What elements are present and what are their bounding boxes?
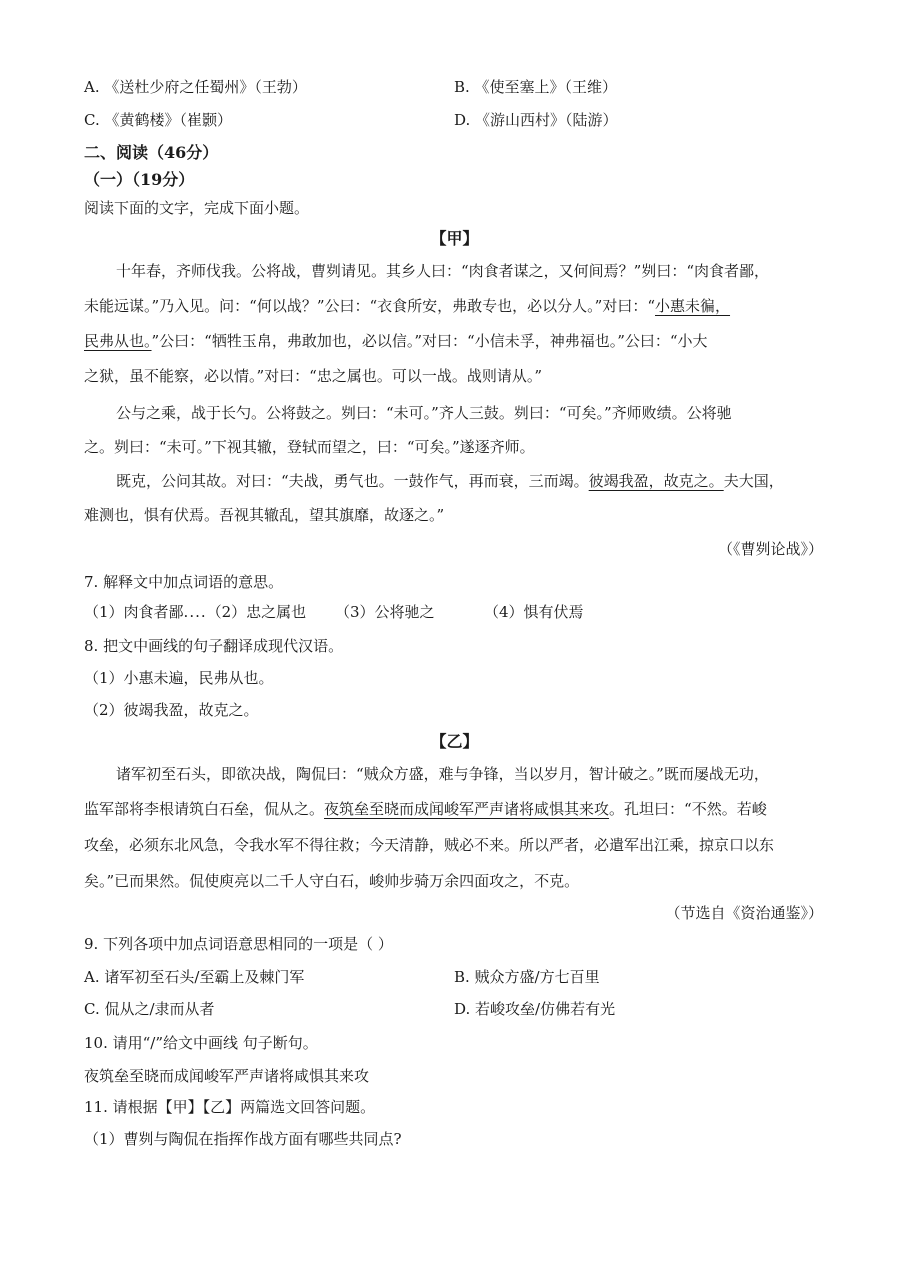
yi-line2-tail: 。孔坦曰：“不然。若峻 bbox=[609, 800, 767, 818]
q10-stem: 10. 请用“/”给文中画线 句子断句。 bbox=[84, 1034, 318, 1052]
instruction: 阅读下面的文字，完成下面小题。 bbox=[84, 199, 310, 217]
jia-p1-line4: 之狱，虽不能察，必以情。”对曰：“忠之属也。可以一战。战则请从。” bbox=[84, 367, 543, 385]
yi-heading: 【乙】 bbox=[430, 732, 479, 751]
jia-heading: 【甲】 bbox=[430, 229, 479, 248]
option-a: A. 《送杜少府之任蜀州》（王勃） bbox=[84, 78, 307, 96]
jia-p2-line1: 公与之乘，战于长勺。公将鼓之。刿曰：“未可。”齐人三鼓。刿曰：“可矣。”齐师败绩。公将驰 bbox=[116, 404, 732, 422]
yi-source: （节选自《资治通鉴》） bbox=[665, 904, 823, 922]
jia-p1-line2 bbox=[84, 296, 730, 316]
q9-option-a: A. 诸军初至石头/至霸上及棘门军 bbox=[84, 968, 305, 986]
q8-item-1: （1）小惠未遍，民弗从也。 bbox=[84, 669, 274, 687]
yi-line3: 攻垒，必须东北风急，令我水军不得往救；今天清静，贼必不来。所以严者，必遣军出江乘，掠京口以东 bbox=[84, 836, 775, 854]
underlined-sentence-1a: 小惠未徧， bbox=[655, 297, 731, 315]
underlined-sentence-1b: 民弗从也。 bbox=[84, 332, 152, 350]
q10-sentence: 夜筑垒至晓而成闻峻军严声诸将咸惧其来攻 bbox=[84, 1067, 370, 1085]
jia-source: （《曹刿论战》） bbox=[717, 540, 823, 558]
jia-p1-line3 bbox=[84, 331, 708, 351]
jia-p3-line2: 难测也，惧有伏焉。吾视其辙乱，望其旗靡，故逐之。” bbox=[84, 506, 445, 524]
q7-item-1: （1）肉食者鄙 bbox=[84, 603, 184, 621]
q9-option-c: C. 侃从之/隶而从者 bbox=[84, 1000, 215, 1018]
jia-p3-line1-tail: 夫大国， bbox=[723, 472, 784, 490]
jia-p3-line1-text: 既克，公问其故。对曰：“夫战，勇气也。一鼓作气，再而衰，三而竭。 bbox=[116, 472, 589, 490]
yi-line1: 诸军初至石头，即欲决战，陶侃曰：“贼众方盛，难与争锋，当以岁月，智计破之。”既而屡战无功， bbox=[116, 765, 769, 783]
jia-p1-line2-text: 未能远谋。”乃入见。问：“何以战？”公曰：“衣食所安，弗敢专也，必以分人。”对曰：“ bbox=[84, 297, 656, 315]
yi-line4: 矣。”已而果然。侃使庾亮以二千人守白石，峻帅步骑万余四面攻之，不克。 bbox=[84, 872, 580, 890]
q11-stem: 11. 请根据【甲】【乙】两篇选文回答问题。 bbox=[84, 1098, 376, 1116]
jia-p2-line2: 之。刿曰：“未可。”下视其辙，登轼而望之，曰：“可矣。”遂逐齐师。 bbox=[84, 438, 535, 456]
jia-p1-line1: 十年春，齐师伐我。公将战，曹刿请见。其乡人曰：“肉食者谋之，又何间焉？”刿曰：“肉食者鄙， bbox=[116, 262, 770, 280]
option-c: C. 《黄鹤楼》（崔颢） bbox=[84, 111, 232, 129]
emphasis-dots: .... bbox=[183, 603, 207, 621]
yi-line2 bbox=[84, 799, 767, 819]
q9-option-b: B. 贼众方盛/方七百里 bbox=[454, 968, 600, 986]
option-b: B. 《使至塞上》（王维） bbox=[454, 78, 618, 96]
underlined-sentence-2: 彼竭我盈，故克之。 bbox=[588, 472, 724, 490]
q7-item-4: （4）惧有伏焉 bbox=[484, 603, 584, 621]
q11-item-1: （1）曹刿与陶侃在指挥作战方面有哪些共同点? bbox=[84, 1130, 402, 1148]
q8-stem: 8. 把文中画线的句子翻译成现代汉语。 bbox=[84, 637, 344, 655]
q7-stem: 7. 解释文中加点词语的意思。 bbox=[84, 573, 284, 591]
underlined-sentence-3: 夜筑垒至晓而成闻峻军严声诸将咸惧其来攻 bbox=[324, 800, 610, 818]
q9-option-d: D. 若峻攻垒/仿佛若有光 bbox=[454, 1000, 616, 1018]
q7-item-3: （3）公将驰之 bbox=[335, 603, 435, 621]
option-d: D. 《游山西村》（陆游） bbox=[454, 111, 618, 129]
part-title: （一）（19分） bbox=[84, 170, 195, 189]
section-title: 二、阅读（46分） bbox=[84, 143, 219, 162]
q9-stem: 9. 下列各项中加点词语意思相同的一项是（ ） bbox=[84, 935, 393, 953]
jia-p3-line1 bbox=[116, 471, 784, 491]
q8-item-2: （2）彼竭我盈，故克之。 bbox=[84, 701, 259, 719]
yi-line2-text: 监军部将李根请筑白石垒，侃从之。 bbox=[84, 800, 325, 818]
q7-item-2: （2）忠之属也 bbox=[206, 603, 307, 621]
q7-items bbox=[84, 602, 306, 622]
jia-p1-line3-text: ”公曰：“牺牲玉帛，弗敢加也，必以信。”对曰：“小信未孚，神弗福也。”公曰：“小大 bbox=[151, 332, 708, 350]
